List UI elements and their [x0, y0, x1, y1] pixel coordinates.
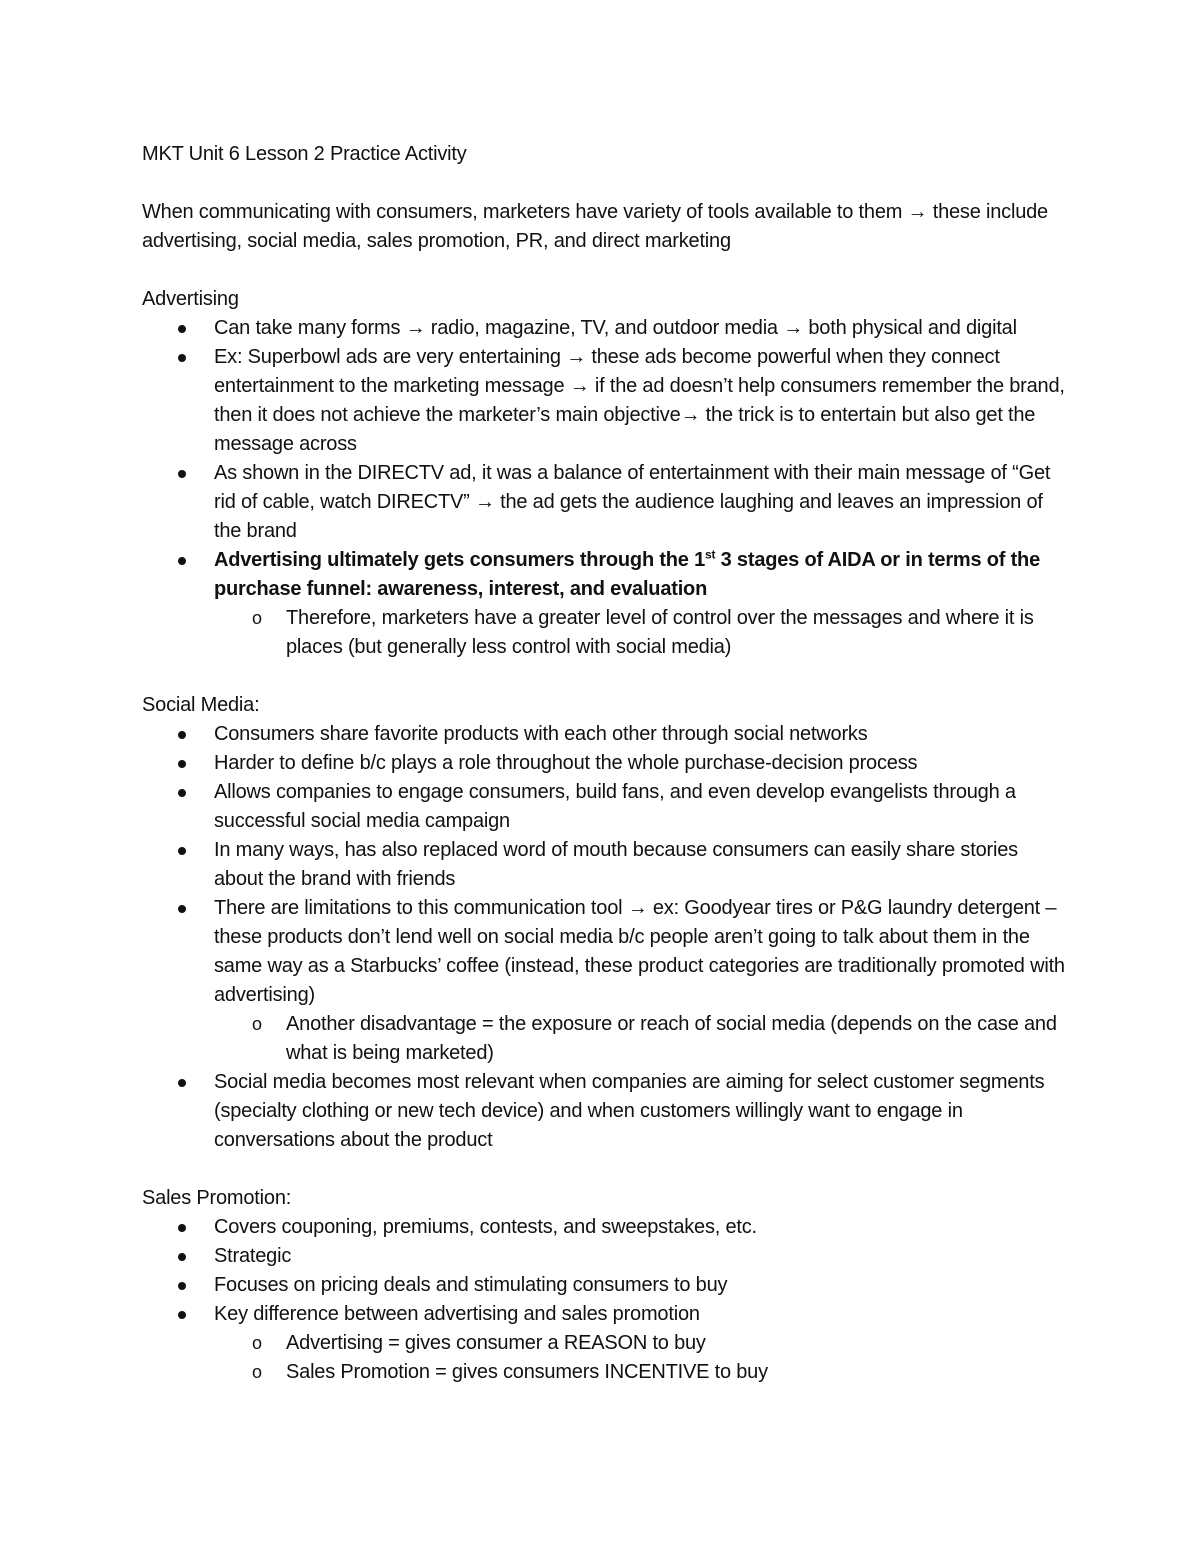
sub-list-item: o Another disadvantage = the exposure or reach of social media (depends on the case and what is being marketed) [286, 1010, 1072, 1068]
advertising-sub-list [214, 604, 1072, 662]
sales-promotion-list [142, 1213, 1072, 1387]
document-page [142, 140, 1072, 1387]
list-item: As shown in the DIRECTV ad, it was a balance of entertainment with their main message of “Get rid of cable, watch DIRECTV” → the ad gets the audience laughing and leaves an impression of the brand [214, 459, 1072, 546]
intro-paragraph: When communicating with consumers, marketers have variety of tools available to them → these include advertising, social media, sales promotion, PR, and direct marketing [142, 201, 1048, 252]
sub-list-item: o Sales Promotion = gives consumers INCENTIVE to buy [286, 1358, 1072, 1387]
advertising-list [142, 314, 1072, 662]
list-item-bold [214, 546, 1072, 662]
sub-list-item: o Therefore, marketers have a greater level of control over the messages and where it is places (but generally less control with social media) [286, 604, 1072, 662]
sales-promotion-sub-list [214, 1329, 1072, 1387]
bold-text-part: Advertising ultimately gets consumers through the 1 [214, 549, 706, 571]
social-media-list [142, 720, 1072, 1155]
superscript: st [705, 547, 716, 562]
social-media-heading: Social Media: [142, 694, 260, 716]
social-media-sub-list [214, 1010, 1072, 1068]
list-item: Strategic [214, 1242, 1072, 1271]
list-item-text: There are limitations to this communication tool → ex: Goodyear tires or P&G laundry detergent – these products don’t lend well on social media b/c people aren’t going to talk about them in the same way as a Starbucks’ coffee (instead, these product categories are traditionally promoted with advertising) [214, 897, 1065, 1006]
list-item: Consumers share favorite products with each other through social networks [214, 720, 1072, 749]
list-item-text: Key difference between advertising and sales promotion [214, 1303, 700, 1325]
document-title: MKT Unit 6 Lesson 2 Practice Activity [142, 143, 467, 165]
list-item [214, 1300, 1072, 1387]
list-item [214, 894, 1072, 1068]
list-item: Covers couponing, premiums, contests, and sweepstakes, etc. [214, 1213, 1072, 1242]
list-item: Ex: Superbowl ads are very entertaining → these ads become powerful when they connect entertainment to the marketing message → if the ad doesn’t help consumers remember the brand, then it does not achieve the marketer’s main objective→ the trick is to entertain but also get the message across [214, 343, 1072, 459]
sales-promotion-heading: Sales Promotion: [142, 1187, 292, 1209]
sub-list-item: o Advertising = gives consumer a REASON to buy [286, 1329, 1072, 1358]
list-item: Can take many forms → radio, magazine, TV, and outdoor media → both physical and digital [214, 314, 1072, 343]
list-item: Focuses on pricing deals and stimulating consumers to buy [214, 1271, 1072, 1300]
list-item: Social media becomes most relevant when companies are aiming for select customer segments (specialty clothing or new tech device) and when customers willingly want to engage in conversations about the product [214, 1068, 1072, 1155]
list-item: Allows companies to engage consumers, build fans, and even develop evangelists through a successful social media campaign [214, 778, 1072, 836]
advertising-heading: Advertising [142, 288, 239, 310]
list-item: In many ways, has also replaced word of mouth because consumers can easily share stories about the brand with friends [214, 836, 1072, 894]
list-item: Harder to define b/c plays a role throughout the whole purchase-decision process [214, 749, 1072, 778]
bold-text-part: 3 stages of AIDA or in terms of the purchase funnel: awareness, interest, and evaluation [214, 549, 1041, 600]
